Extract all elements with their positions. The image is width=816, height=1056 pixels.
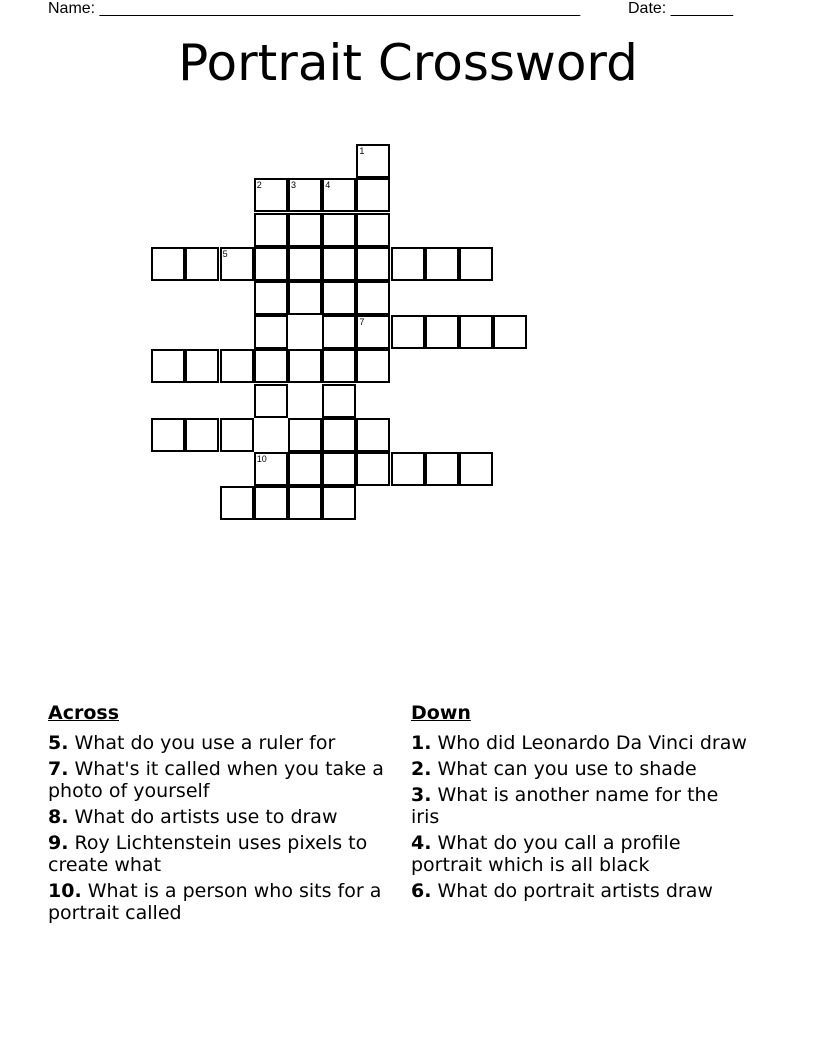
grid-cell[interactable] xyxy=(356,144,390,178)
clue-number: 7. xyxy=(48,758,69,780)
clue-text: What is a person who sits for a portrait called xyxy=(48,880,382,924)
across-clue xyxy=(48,806,400,828)
clue-text: What do portrait artists draw xyxy=(437,880,713,902)
grid-cell[interactable] xyxy=(288,418,322,452)
grid-cell[interactable] xyxy=(356,315,390,349)
down-clue xyxy=(411,758,751,780)
grid-cell[interactable] xyxy=(459,452,493,486)
clue-text: What can you use to shade xyxy=(437,758,697,780)
grid-cell[interactable] xyxy=(322,281,356,315)
clue-text: Roy Lichtenstein uses pixels to create what xyxy=(48,832,368,876)
cell-number: 3 xyxy=(291,180,297,191)
grid-cell[interactable] xyxy=(254,349,288,383)
across-clue xyxy=(48,732,400,754)
grid-cell[interactable] xyxy=(254,384,288,418)
grid-cell[interactable] xyxy=(220,349,254,383)
clue-number: 8. xyxy=(48,806,69,828)
clue-number: 10. xyxy=(48,880,82,902)
grid-cell[interactable] xyxy=(254,486,288,520)
grid-cell[interactable] xyxy=(254,452,288,486)
cell-number: 4 xyxy=(325,180,331,191)
grid-cell[interactable] xyxy=(185,418,219,452)
grid-cell[interactable] xyxy=(185,349,219,383)
clue-number: 5. xyxy=(48,732,69,754)
grid-cell[interactable] xyxy=(254,315,288,349)
clue-number: 4. xyxy=(411,832,432,854)
grid-cell[interactable] xyxy=(459,247,493,281)
cell-number: 1 xyxy=(359,146,365,157)
grid-cell[interactable] xyxy=(322,384,356,418)
date-field-label: Date: _______ xyxy=(628,0,733,17)
grid-cell[interactable] xyxy=(288,247,322,281)
grid-cell[interactable] xyxy=(254,281,288,315)
clue-text: What do you use a ruler for xyxy=(74,732,336,754)
down-clue xyxy=(411,832,751,876)
grid-cell[interactable] xyxy=(288,213,322,247)
cell-number: 10 xyxy=(256,454,267,464)
grid-cell[interactable] xyxy=(493,315,527,349)
clue-number: 6. xyxy=(411,880,432,902)
grid-cell[interactable] xyxy=(288,349,322,383)
grid-cell[interactable] xyxy=(356,213,390,247)
grid-cell[interactable] xyxy=(322,418,356,452)
grid-cell[interactable] xyxy=(322,213,356,247)
grid-cell[interactable] xyxy=(391,247,425,281)
cell-number: 2 xyxy=(256,180,262,191)
clue-text: What do artists use to draw xyxy=(74,806,338,828)
grid-cell[interactable] xyxy=(151,349,185,383)
grid-cell[interactable] xyxy=(425,452,459,486)
clue-number: 9. xyxy=(48,832,69,854)
grid-cell[interactable] xyxy=(322,349,356,383)
grid-cell[interactable] xyxy=(356,178,390,212)
grid-cell[interactable] xyxy=(288,452,322,486)
grid-cell[interactable] xyxy=(391,315,425,349)
grid-cell[interactable] xyxy=(322,315,356,349)
grid-cell[interactable] xyxy=(288,178,322,212)
down-heading: Down xyxy=(411,702,471,724)
grid-cell[interactable] xyxy=(356,349,390,383)
grid-cell[interactable] xyxy=(185,247,219,281)
crossword-grid xyxy=(0,0,816,500)
page-title: Portrait Crossword xyxy=(178,34,638,92)
across-clue xyxy=(48,758,400,802)
grid-cell[interactable] xyxy=(356,247,390,281)
grid-cell[interactable] xyxy=(425,247,459,281)
down-clue xyxy=(411,784,751,828)
grid-cell[interactable] xyxy=(425,315,459,349)
grid-cell[interactable] xyxy=(254,178,288,212)
across-clue xyxy=(48,832,400,876)
grid-cell[interactable] xyxy=(220,418,254,452)
cell-number: 5 xyxy=(222,248,228,259)
across-heading: Across xyxy=(48,702,120,724)
grid-cell[interactable] xyxy=(254,247,288,281)
grid-cell[interactable] xyxy=(356,281,390,315)
grid-cell[interactable] xyxy=(356,418,390,452)
grid-cell[interactable] xyxy=(322,486,356,520)
down-clue xyxy=(411,880,751,902)
across-clues xyxy=(48,702,400,928)
name-field-label: Name: ______________________________________________________ xyxy=(48,0,581,17)
down-clues xyxy=(411,702,751,906)
grid-cell[interactable] xyxy=(288,486,322,520)
across-clue xyxy=(48,880,400,924)
grid-cell[interactable] xyxy=(391,452,425,486)
grid-cell[interactable] xyxy=(254,213,288,247)
clue-text: What's it called when you take a photo of yourself xyxy=(48,758,384,802)
clue-number: 3. xyxy=(411,784,432,806)
down-clue xyxy=(411,732,751,754)
grid-cell[interactable] xyxy=(322,247,356,281)
cell-number: 7 xyxy=(359,317,365,328)
clue-text: What is another name for the iris xyxy=(411,784,719,828)
clue-number: 2. xyxy=(411,758,432,780)
grid-cell[interactable] xyxy=(322,178,356,212)
grid-cell[interactable] xyxy=(322,452,356,486)
clue-text: Who did Leonardo Da Vinci draw xyxy=(437,732,747,754)
grid-cell[interactable] xyxy=(288,281,322,315)
grid-cell[interactable] xyxy=(220,247,254,281)
grid-cell[interactable] xyxy=(459,315,493,349)
grid-cell[interactable] xyxy=(356,452,390,486)
grid-cell[interactable] xyxy=(220,486,254,520)
grid-cell[interactable] xyxy=(151,247,185,281)
clue-number: 1. xyxy=(411,732,432,754)
clue-text: What do you call a profile portrait which is all black xyxy=(411,832,681,876)
grid-cell[interactable] xyxy=(151,418,185,452)
